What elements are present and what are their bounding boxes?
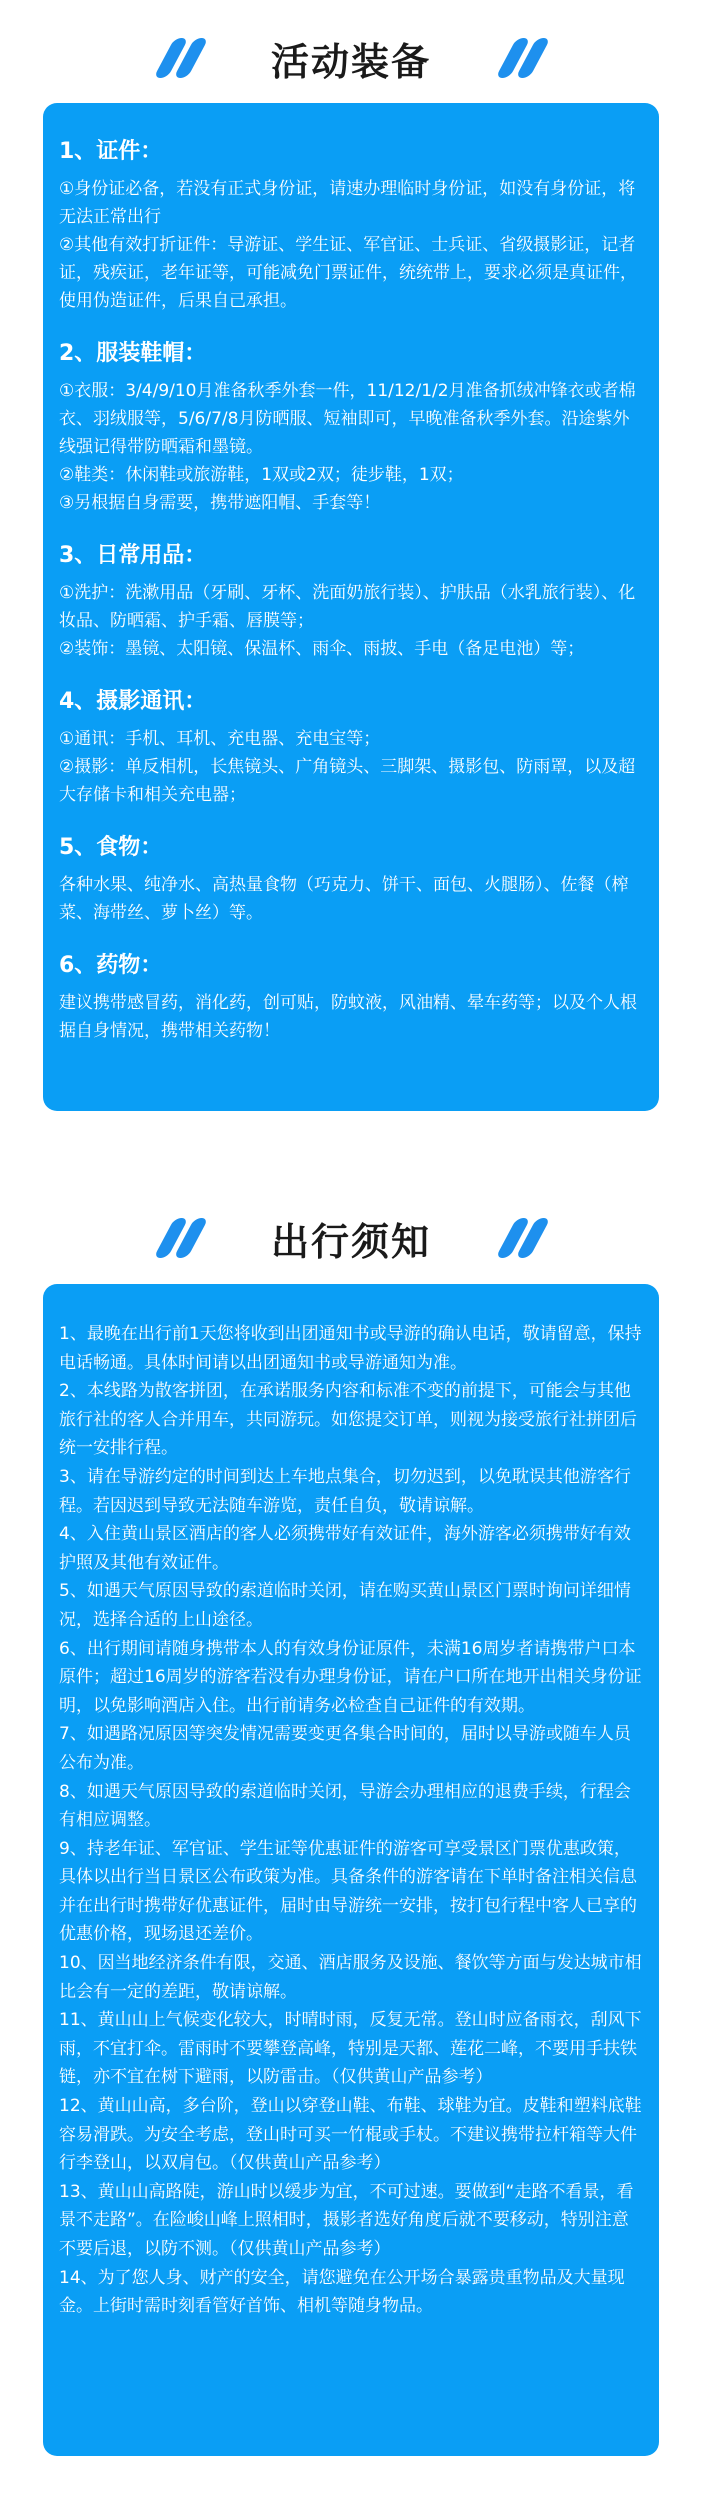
group-line: ②装饰：墨镜、太阳镜、保温杯、雨伞、雨披、手电（备足电池）等； [59,639,585,659]
group-line: ①洗护：洗漱用品（牙刷、牙杯、洗面奶旅行装）、护肤品（水乳旅行装）、化妆品、防晒霜、护手霜、唇膜等； [59,583,636,631]
notice-item: 2、本线路为散客拼团，在承诺服务内容和标准不变的前提下，可能会与其他旅行社的客人合并用车，共同游玩。如您提交订单，则视为接受旅行社拼团后统一安排行程。 [59,1381,637,1459]
notice-item: 6、出行期间请随身携带本人的有效身份证原件，未满16周岁者请携带户口本原件；超过16周岁的游客若没有办理身份证，请在户口所在地开出相关身份证明，以免影响酒店入住。出行前请务必检查自己证件的有效期。 [59,1638,642,1716]
notice-item: 14、为了您人身、财产的安全，请您避免在公开场合暴露贵重物品及大量现金。上街时需时刻看管好首饰、相机等随身物品。 [59,2267,625,2317]
equipment-group [59,951,643,1045]
section-title: 活动装备 [270,39,431,84]
notice-item: 9、持老年证、军官证、学生证等优惠证件的游客可享受景区门票优惠政策，具体以出行当日景区公布政策为准。具备条件的游客请在下单时备注相关信息并在出行时携带好优惠证件，届时由导游统一安排，按打包行程中客人已享的优惠价格，现场退还差价。 [59,1838,637,1945]
group-line: 各种水果、纯净水、高热量食物（巧克力、饼干、面包、火腿肠）、佐餐（榨菜、海带丝、萝卜丝）等。 [59,875,629,923]
section-heading-notice [0,1208,702,1268]
equipment-group [59,833,643,927]
group-line: ①衣服：3/4/9/10月准备秋季外套一件，11/12/1/2月准备抓绒冲锋衣或者棉衣、羽绒服等，5/6/7/8月防晒服、短袖即可，早晚准备秋季外套。沿途紫外线强记得带防晒霜和墨镜。 [59,381,636,457]
notice-card [43,1284,659,2456]
notice-item: 12、黄山山高，多台阶，登山以穿登山鞋、布鞋、球鞋为宜。皮鞋和塑料底鞋容易滑跌。为安全考虑，登山时可买一竹棍或手杖。不建议携带拉杆箱等大件行李登山，以双肩包。（仅供黄山产品参考） [59,2096,642,2174]
notice-item: 13、黄山山高路陡，游山时以缓步为宜，不可过速。要做到“走路不看景，看景不走路”。在险峻山峰上照相时，摄影者选好角度后就不要移动，特别注意不要后退，以防不测。（仅供黄山产品参考） [59,2181,634,2259]
slash-decoration-icon [500,1218,548,1258]
equipment-group [59,687,643,809]
group-line: ②鞋类：休闲鞋或旅游鞋，1双或2双；徒步鞋，1双； [59,465,464,485]
notice-item: 4、入住黄山景区酒店的客人必须携带好有效证件，海外游客必须携带好有效护照及其他有效证件。 [59,1524,631,1573]
notice-item: 5、如遇天气原因导致的索道临时关闭，请在购买黄山景区门票时询问详细情况，选择合适的上山途径。 [59,1581,631,1630]
section-title: 出行须知 [270,1219,431,1264]
notice-item: 3、请在导游约定的时间到达上车地点集合，切勿迟到，以免耽误其他游客行程。若因迟到导致无法随车游览，责任自负，敬请谅解。 [59,1466,631,1516]
notice-item: 8、如遇天气原因导致的索道临时关闭，导游会办理相应的退费手续，行程会有相应调整。 [59,1781,631,1831]
notice-item: 7、如遇路况原因等突发情况需要变更各集合时间的，届时以导游或随车人员公布为准。 [59,1724,631,1773]
group-title: 3、日常用品： [59,543,207,568]
slash-decoration-icon [500,38,548,78]
group-line: ③另根据自身需要，携带遮阳帽、手套等！ [59,493,381,513]
slash-decoration-icon [158,38,206,78]
group-line: ②其他有效打折证件：导游证、学生证、军官证、士兵证、省级摄影证，记者证，残疾证，老年证等，可能减免门票证件，统统带上，要求必须是真证件，使用伪造证件，后果自己承担。 [59,235,637,311]
equipment-group [59,541,643,663]
group-title: 4、摄影通讯： [59,689,207,714]
notice-item: 10、因当地经济条件有限，交通、酒店服务及设施、餐饮等方面与发达城市相比会有一定的差距，敬请谅解。 [59,1953,642,2002]
slash-decoration-icon [158,1218,206,1258]
notice-item: 1、最晚在出行前1天您将收到出团通知书或导游的确认电话，敬请留意，保持电话畅通。具体时间请以出团通知书或导游通知为准。 [59,1324,642,1373]
equipment-card [43,103,659,1111]
group-line: ①通讯：手机、耳机、充电器、充电宝等； [59,729,381,749]
group-title: 5、食物： [59,835,163,860]
group-title: 1、证件： [59,139,163,164]
group-line: ②摄影：单反相机，长焦镜头、广角镜头、三脚架、摄影包、防雨罩，以及超大存储卡和相关充电器； [59,757,636,805]
group-line: ①身份证必备，若没有正式身份证，请速办理临时身份证，如没有身份证，将无法正常出行 [59,179,636,227]
group-line: 建议携带感冒药，消化药，创可贴，防蚊液，风油精、晕车药等；以及个人根据自身情况，携带相关药物！ [59,993,637,1041]
notice-item: 11、黄山山上气候变化较大，时晴时雨，反复无常。登山时应备雨衣，刮风下雨，不宜打伞。雷雨时不要攀登高峰，特别是天都、莲花二峰，不要用手扶铁链，亦不宜在树下避雨，以防雷击。（仅供黄山产品参考） [59,2010,642,2088]
equipment-group [59,137,643,315]
group-title: 2、服装鞋帽： [59,341,207,366]
equipment-group [59,339,643,517]
section-heading-equipment [0,28,702,88]
group-title: 6、药物： [59,953,163,978]
